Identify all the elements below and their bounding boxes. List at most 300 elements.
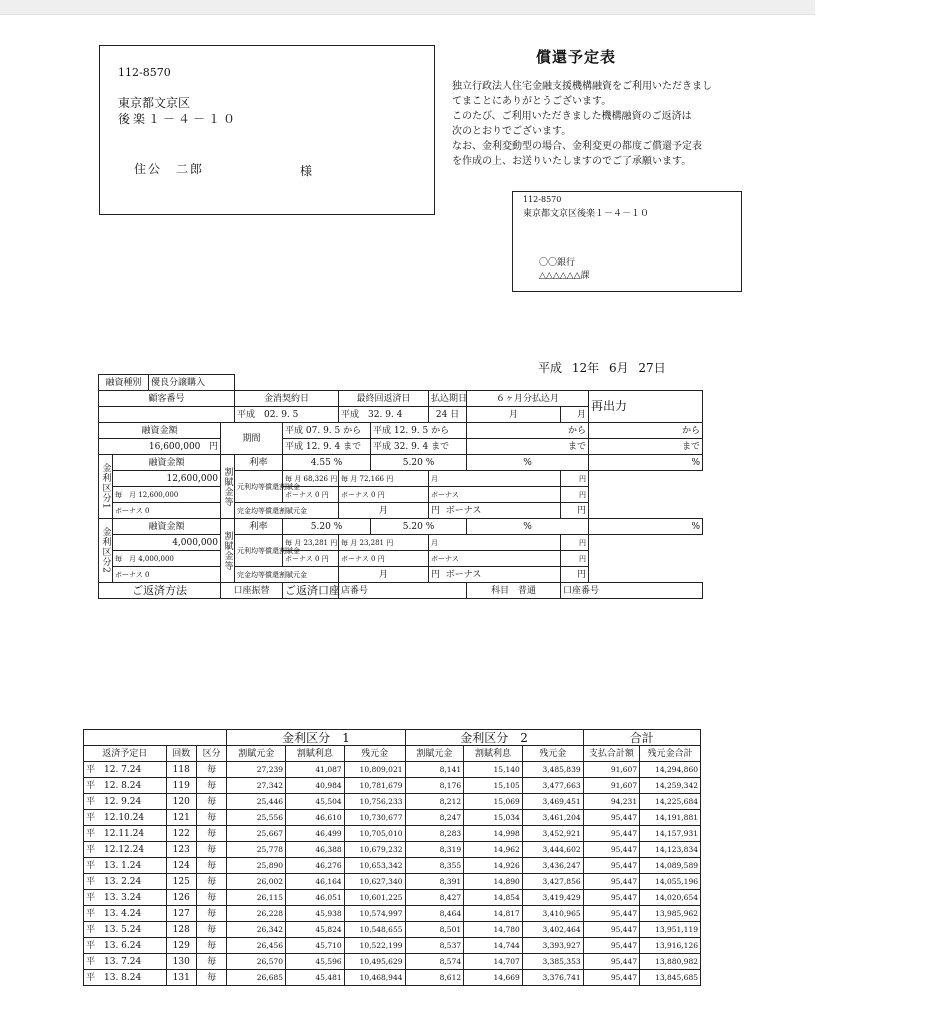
cell-date: 平 12.12.24 (84, 842, 167, 858)
final-date-label: 最終回返済日 (339, 391, 429, 407)
cell-k1-balance: 10,495,629 (344, 954, 405, 970)
cell-k2-interest: 14,926 (464, 858, 523, 874)
kubun2-rate1 (283, 519, 371, 535)
intro-line: を作成の上、お送りいたしますのでご了承願います。 (452, 156, 692, 167)
repayment-schedule-table (83, 729, 701, 986)
cell-count: 131 (166, 970, 196, 986)
yen-unit: 円 (209, 441, 219, 452)
final-date: 平成 32. 9. 4 (339, 407, 429, 423)
yen-unit: 円 (377, 490, 385, 499)
kubun2-ganri-label: 元利均等償還割賦金 (235, 535, 283, 567)
cell-total-payment: 95,447 (583, 874, 639, 890)
cell-date: 平 13. 3.24 (84, 890, 167, 906)
monthly-label: 毎 月 (115, 490, 136, 499)
six-month-m1: 月 (467, 407, 561, 423)
kubun1-m2 (339, 471, 429, 487)
kubun2-rate3: % (467, 519, 589, 535)
kubun2-amount (113, 535, 221, 551)
subject (467, 583, 561, 599)
cell-kind: 毎 (196, 762, 226, 778)
kubun1-b1 (283, 487, 339, 503)
kubun2-rate-label: 利率 (235, 519, 283, 535)
cell-k1-balance: 10,522,199 (344, 938, 405, 954)
six-month-label: ６ヶ月分払込月 (467, 391, 589, 407)
cell-date: 平 12. 8.24 (84, 778, 167, 794)
yen-unit: 円 (579, 554, 587, 563)
kubun1-b3 (429, 487, 561, 503)
bonus-label: ボーナス (445, 569, 482, 580)
cell-k2-interest: 14,669 (464, 970, 523, 986)
kubun2-label (99, 519, 113, 583)
cell-total-balance: 14,055,196 (640, 874, 701, 890)
cell-total-balance: 13,985,962 (640, 906, 701, 922)
cell-date: 平 13. 7.24 (84, 954, 167, 970)
period-label: 期間 (221, 423, 283, 455)
kubun2-bonus-value: 0 (144, 570, 150, 579)
table-row (84, 778, 701, 794)
column-header: 残元金合計 (640, 746, 701, 762)
cell-total-balance: 14,089,589 (640, 858, 701, 874)
table-row (84, 954, 701, 970)
cell-total-balance: 13,951,119 (640, 922, 701, 938)
period4-from: から (589, 423, 703, 439)
subject-value: 普通 (518, 585, 537, 596)
cell-k1-balance: 10,705,010 (344, 826, 405, 842)
cell-date: 平 12.11.24 (84, 826, 167, 842)
kubun1-rate2 (371, 455, 467, 471)
period3-from: から (467, 423, 589, 439)
kubun2-monthly (113, 551, 221, 567)
monthly-label: 毎 月 (341, 538, 358, 547)
kubun1-rate2-value: 5.20 (402, 457, 423, 468)
cell-k2-interest: 14,998 (464, 826, 523, 842)
cell-kind: 毎 (196, 954, 226, 970)
column-header: 割賦元金 (227, 746, 286, 762)
total-amount-label: 融資金額 (99, 423, 221, 439)
loan-details-table (98, 374, 703, 599)
cell-kind: 毎 (196, 778, 226, 794)
cell-total-payment: 95,447 (583, 858, 639, 874)
yen-unit: 円 (386, 474, 394, 483)
column-header: 割賦利息 (286, 746, 345, 762)
cell-k1-interest: 40,984 (286, 778, 345, 794)
table-row (84, 794, 701, 810)
cell-k1-principal: 26,570 (227, 954, 286, 970)
table-row (84, 906, 701, 922)
subject-label: 科目 (491, 585, 510, 596)
month-label: 月 (431, 474, 439, 483)
cell-kind: 毎 (196, 842, 226, 858)
cell-k1-principal: 26,002 (227, 874, 286, 890)
cell-count: 120 (166, 794, 196, 810)
yen-unit: 円 (330, 474, 338, 483)
kubun1-b2 (339, 487, 429, 503)
cell-k1-interest: 46,610 (286, 810, 345, 826)
kubun1-gankin-month: 月 (339, 503, 429, 519)
cell-k1-balance: 10,601,225 (344, 890, 405, 906)
kubun2-rate2-value: 5.20 (402, 521, 423, 532)
bonus-label: ボーナス (115, 506, 143, 515)
table-row (84, 826, 701, 842)
kubun1-bonus-value: 0 (144, 506, 150, 515)
month-label: 月 (431, 538, 439, 547)
payday-label: 払込期日 (429, 391, 467, 407)
kubun2-no: 2 (100, 567, 111, 574)
cell-k1-principal: 26,685 (227, 970, 286, 986)
cell-k1-principal: 26,228 (227, 906, 286, 922)
yen-unit: 円 (386, 538, 394, 547)
monthly-label: 毎 月 (341, 474, 358, 483)
cell-k2-principal: 8,574 (405, 954, 464, 970)
return-dept: △△△△△△課 (539, 271, 590, 281)
kubun1-trial-label: 割賦金等 (221, 455, 235, 519)
cell-total-payment: 91,607 (583, 778, 639, 794)
cell-count: 127 (166, 906, 196, 922)
loan-type-label: 融資種別 (99, 375, 149, 391)
cell-k1-interest: 45,824 (286, 922, 345, 938)
schedule-column-headers (84, 746, 701, 762)
reissue-label (589, 391, 703, 423)
cell-total-balance: 14,225,684 (640, 794, 701, 810)
repay-method: 口座振替 (221, 583, 283, 599)
cell-count: 129 (166, 938, 196, 954)
monthly-label: 毎 月 (115, 554, 136, 563)
six-month-m2: 月 (561, 407, 589, 423)
cell-k1-principal: 26,342 (227, 922, 286, 938)
cell-k1-balance: 10,679,232 (344, 842, 405, 858)
kubun2-b1-value: 0 (315, 554, 320, 563)
cell-kind: 毎 (196, 794, 226, 810)
kubun2-m4 (561, 535, 589, 551)
kubun1-monthly-value: 12,600,000 (138, 490, 179, 499)
cell-k1-principal: 27,342 (227, 778, 286, 794)
cell-date: 平 13. 8.24 (84, 970, 167, 986)
pct-unit: % (425, 521, 435, 532)
kubun1-m1-value: 68,326 (303, 474, 328, 483)
repay-method-label: ご返済方法 (99, 583, 221, 599)
column-header: 割賦利息 (464, 746, 523, 762)
cell-kind: 毎 (196, 938, 226, 954)
cell-k1-balance: 10,809,021 (344, 762, 405, 778)
cell-k2-principal: 8,141 (405, 762, 464, 778)
kubun2-b2 (339, 551, 429, 567)
cell-count: 119 (166, 778, 196, 794)
schedule-blank-header (84, 730, 227, 746)
cell-count: 128 (166, 922, 196, 938)
cell-total-balance: 13,880,982 (640, 954, 701, 970)
yen-unit: 円 (431, 505, 441, 516)
table-row (84, 842, 701, 858)
kubun2-rate2 (371, 519, 467, 535)
intro-line: てまことにありがとうございます。 (452, 96, 612, 107)
cell-k1-interest: 46,051 (286, 890, 345, 906)
cell-k1-interest: 45,710 (286, 938, 345, 954)
kubun1-label (99, 455, 113, 519)
column-header: 残元金 (522, 746, 583, 762)
branch-label: 店番号 (339, 583, 467, 599)
cell-k2-balance: 3,402,464 (522, 922, 583, 938)
table-row (84, 762, 701, 778)
return-zip: 112-8570 (523, 195, 562, 204)
loan-type-value: 優良分譲購入 (149, 375, 235, 391)
bonus-label: ボーナス (431, 554, 459, 563)
return-address-box (512, 191, 742, 292)
return-bank: 〇〇銀行 (539, 258, 576, 268)
cell-total-payment: 95,447 (583, 938, 639, 954)
kubun1-amount-value: 12,600,000 (166, 473, 219, 484)
cell-kind: 毎 (196, 906, 226, 922)
kubun2-m1 (283, 535, 339, 551)
cell-kind: 毎 (196, 858, 226, 874)
kubun2-rate1-value: 5.20 (310, 521, 331, 532)
cell-k2-interest: 14,707 (464, 954, 523, 970)
group-header-kubun2: 金利区分 2 (405, 730, 583, 746)
cell-total-balance: 13,845,685 (640, 970, 701, 986)
contract-date: 平成 02. 9. 5 (235, 407, 339, 423)
cell-k2-balance: 3,461,204 (522, 810, 583, 826)
table-row (84, 922, 701, 938)
monthly-label: 毎 月 (285, 538, 302, 547)
cell-k1-balance: 10,756,233 (344, 794, 405, 810)
cell-k2-interest: 14,854 (464, 890, 523, 906)
kubun1-b4 (561, 487, 589, 503)
cell-k2-principal: 8,319 (405, 842, 464, 858)
period1-from: 平成 07. 9. 5 から (283, 423, 371, 439)
kubun2-label-text: 金利区分 (100, 527, 111, 568)
kubun1-b2-value: 0 (371, 490, 376, 499)
kubun2-trial-label: 割賦金等 (221, 519, 235, 583)
recipient-address-line1: 東京都文京区 (118, 96, 191, 110)
cell-k2-balance: 3,485,839 (522, 762, 583, 778)
table-row (84, 970, 701, 986)
column-header: 区分 (196, 746, 226, 762)
issue-date-day: 27日 (638, 361, 666, 375)
table-row (84, 810, 701, 826)
total-amount (99, 439, 221, 455)
cell-k1-interest: 45,938 (286, 906, 345, 922)
period1-to: 平成 12. 9. 4 まで (283, 439, 371, 455)
cell-k2-interest: 15,140 (464, 762, 523, 778)
kubun1-rate-label: 利率 (235, 455, 283, 471)
page-title: 償還予定表 (536, 48, 617, 66)
recipient-honorific: 様 (300, 164, 313, 178)
yen-unit: 円 (579, 474, 587, 483)
cell-k2-principal: 8,612 (405, 970, 464, 986)
table-row (84, 858, 701, 874)
cell-k2-balance: 3,393,927 (522, 938, 583, 954)
cell-count: 118 (166, 762, 196, 778)
kubun2-gankin-label: 完金均等償還割賦元金 (235, 567, 339, 583)
cell-k2-interest: 15,069 (464, 794, 523, 810)
cell-date: 平 13. 1.24 (84, 858, 167, 874)
kubun1-m4 (561, 471, 589, 487)
kubun2-rate4: % (589, 519, 703, 535)
bonus-label: ボーナス (431, 490, 459, 499)
yen-unit: 円 (579, 490, 587, 499)
cell-k2-principal: 8,355 (405, 858, 464, 874)
pct-unit: % (333, 521, 343, 532)
intro-line: 次のとおりでございます。 (452, 126, 572, 137)
column-header: 残元金 (344, 746, 405, 762)
cell-k1-balance: 10,653,342 (344, 858, 405, 874)
cell-k1-principal: 25,890 (227, 858, 286, 874)
cell-k2-balance: 3,477,663 (522, 778, 583, 794)
kubun1-rate1 (283, 455, 371, 471)
cell-k1-balance: 10,730,677 (344, 810, 405, 826)
cell-total-balance: 14,191,881 (640, 810, 701, 826)
cell-count: 124 (166, 858, 196, 874)
period2-from: 平成 12. 9. 5 から (371, 423, 467, 439)
cell-k2-balance: 3,385,353 (522, 954, 583, 970)
cell-total-payment: 95,447 (583, 922, 639, 938)
yen-unit: 円 (377, 554, 385, 563)
intro-line: このたび、ご利用いただきました機構融資のご返済は (452, 111, 692, 122)
blank-cell (235, 375, 703, 391)
kubun1-ganri-label: 元利均等償還割賦金 (235, 471, 283, 503)
cell-k1-principal: 25,778 (227, 842, 286, 858)
cell-date: 平 13. 2.24 (84, 874, 167, 890)
payday: 24 日 (429, 407, 467, 423)
cell-count: 130 (166, 954, 196, 970)
cell-k2-interest: 15,105 (464, 778, 523, 794)
cell-k1-interest: 46,164 (286, 874, 345, 890)
kubun1-bonus (113, 503, 221, 519)
customer-no-value (99, 407, 235, 423)
kubun2-m2-value: 23,281 (359, 538, 384, 547)
cell-date: 平 13. 6.24 (84, 938, 167, 954)
period2-to: 平成 32. 9. 4 まで (371, 439, 467, 455)
monthly-label: 毎 月 (285, 474, 302, 483)
cell-k2-balance: 3,452,921 (522, 826, 583, 842)
bonus-label: ボーナス (445, 505, 482, 516)
bonus-label: ボーナス (285, 554, 313, 563)
group-header-total: 合計 (583, 730, 700, 746)
bonus-label: ボーナス (341, 490, 369, 499)
cell-k2-balance: 3,436,247 (522, 858, 583, 874)
yen-unit: 円 (321, 554, 329, 563)
cell-k2-principal: 8,427 (405, 890, 464, 906)
cell-total-balance: 14,157,931 (640, 826, 701, 842)
issue-date-year: 12年 (571, 361, 600, 375)
kubun1-label-text: 金利区分 (100, 463, 111, 504)
kubun1-amount-label: 融資金額 (113, 455, 221, 471)
cell-kind: 毎 (196, 970, 226, 986)
cell-date: 平 12.10.24 (84, 810, 167, 826)
kubun2-b1 (283, 551, 339, 567)
cell-k2-principal: 8,391 (405, 874, 464, 890)
cell-k2-principal: 8,464 (405, 906, 464, 922)
cell-k1-principal: 27,239 (227, 762, 286, 778)
kubun2-amount-value: 4,000,000 (172, 537, 219, 548)
cell-kind: 毎 (196, 810, 226, 826)
cell-total-payment: 95,447 (583, 810, 639, 826)
cell-kind: 毎 (196, 890, 226, 906)
return-address: 東京都文京区後楽１－４－１０ (523, 209, 650, 219)
cell-kind: 毎 (196, 826, 226, 842)
cell-k1-principal: 25,667 (227, 826, 286, 842)
cell-k2-balance: 3,410,965 (522, 906, 583, 922)
pct-unit: % (425, 457, 435, 468)
cell-total-payment: 95,447 (583, 970, 639, 986)
table-row (84, 874, 701, 890)
schedule-rows (84, 762, 701, 986)
kubun1-gankin-label: 完金均等償還割賦元金 (235, 503, 339, 519)
cell-k1-balance: 10,574,997 (344, 906, 405, 922)
kubun1-rate4: % (589, 455, 703, 471)
kubun1-m3 (429, 471, 561, 487)
cell-k1-balance: 10,468,944 (344, 970, 405, 986)
recipient-address-line2: 後楽１－４－１０ (118, 112, 239, 126)
recipient-name: 住公 二郎 (134, 162, 205, 176)
cell-count: 121 (166, 810, 196, 826)
cell-k2-balance: 3,469,451 (522, 794, 583, 810)
cell-total-balance: 13,916,126 (640, 938, 701, 954)
kubun1-no: 1 (100, 503, 111, 510)
yen-unit: 円 (330, 538, 338, 547)
cell-k1-balance: 10,781,679 (344, 778, 405, 794)
cell-k2-balance: 3,427,856 (522, 874, 583, 890)
cell-total-payment: 95,447 (583, 890, 639, 906)
contract-date-label: 金消契約日 (235, 391, 339, 407)
cell-total-payment: 95,447 (583, 954, 639, 970)
kubun2-gankin-yen (429, 567, 561, 583)
bonus-label: ボーナス (285, 490, 313, 499)
cell-k2-interest: 14,962 (464, 842, 523, 858)
cell-k1-interest: 46,499 (286, 826, 345, 842)
kubun2-b3 (429, 551, 561, 567)
cell-kind: 毎 (196, 922, 226, 938)
account-no-label: 口座番号 (561, 583, 703, 599)
kubun2-m2 (339, 535, 429, 551)
kubun2-amount-label: 融資金額 (113, 519, 221, 535)
cell-k2-interest: 14,817 (464, 906, 523, 922)
cell-count: 125 (166, 874, 196, 890)
yen-unit: 円 (431, 569, 441, 580)
recipient-address-box (99, 45, 435, 215)
recipient-zip: 112-8570 (118, 66, 171, 79)
kubun1-rate3: % (467, 455, 589, 471)
period4-to: まで (589, 439, 703, 455)
period3-to: まで (467, 439, 589, 455)
cell-k2-principal: 8,212 (405, 794, 464, 810)
kubun2-b4 (561, 551, 589, 567)
bonus-label: ボーナス (115, 570, 143, 579)
cell-total-payment: 95,447 (583, 826, 639, 842)
cell-total-balance: 14,020,654 (640, 890, 701, 906)
yen-unit: 円 (579, 538, 587, 547)
total-amount-value: 16,600,000 (148, 441, 201, 452)
kubun1-gankin-yen2: 円 (561, 503, 589, 519)
cell-k2-interest: 14,890 (464, 874, 523, 890)
cell-k1-principal: 26,456 (227, 938, 286, 954)
bonus-label: ボーナス (341, 554, 369, 563)
cell-k1-interest: 46,388 (286, 842, 345, 858)
cell-k2-principal: 8,283 (405, 826, 464, 842)
cell-k1-interest: 45,481 (286, 970, 345, 986)
kubun2-b2-value: 0 (371, 554, 376, 563)
cell-k1-principal: 25,446 (227, 794, 286, 810)
cell-k1-interest: 45,504 (286, 794, 345, 810)
cell-k2-principal: 8,247 (405, 810, 464, 826)
kubun1-monthly (113, 487, 221, 503)
cell-k1-interest: 46,276 (286, 858, 345, 874)
column-header: 回数 (166, 746, 196, 762)
viewer-top-bar (0, 0, 815, 15)
kubun2-bonus (113, 567, 221, 583)
table-row (84, 938, 701, 954)
kubun2-monthly-value: 4,000,000 (138, 554, 174, 563)
cell-total-payment: 94,231 (583, 794, 639, 810)
